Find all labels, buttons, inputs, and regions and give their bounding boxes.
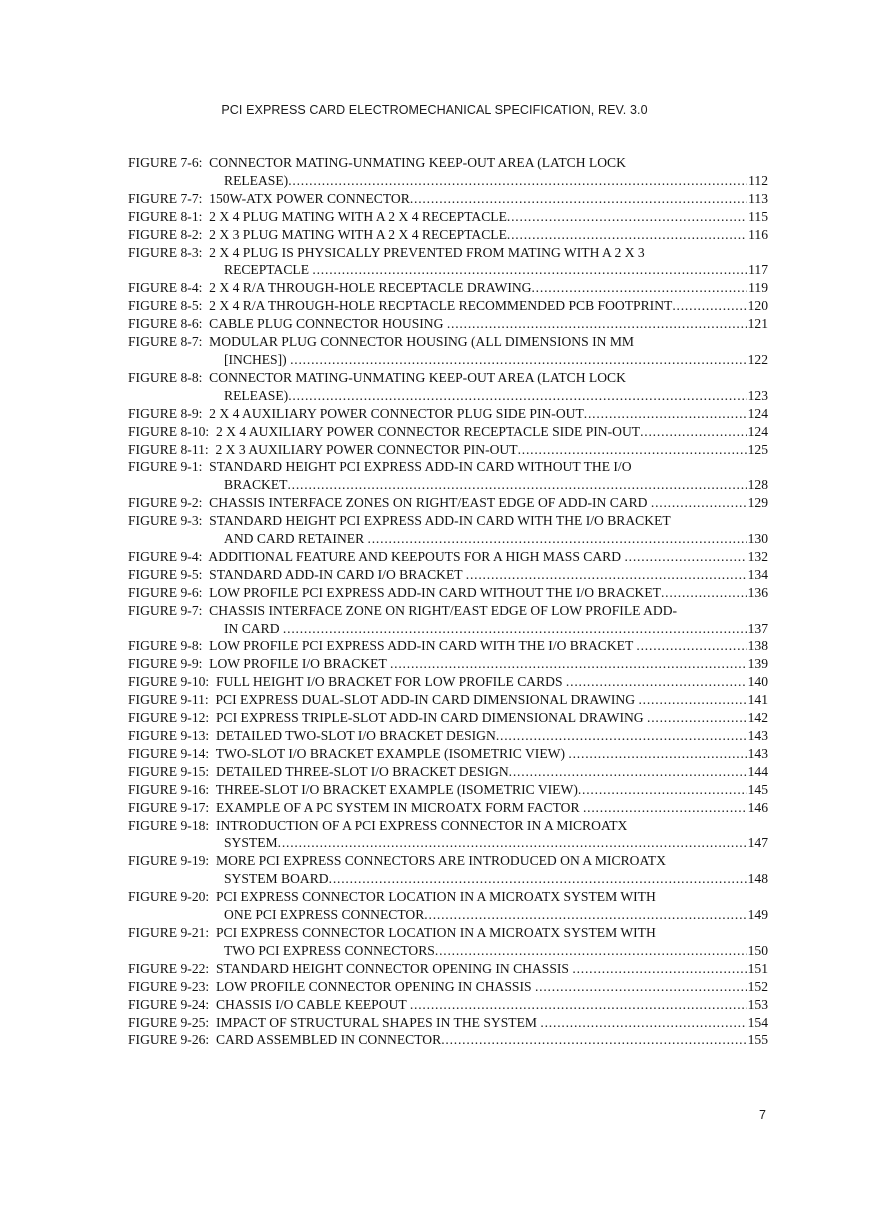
toc-entry-page: 155 [747,1032,768,1048]
toc-entry[interactable] [128,297,768,315]
toc-entry-page: 153 [747,996,768,1012]
toc-entry[interactable] [128,423,768,441]
list-of-figures [128,154,768,1049]
toc-entry-title: FIGURE 9-1: STANDARD HEIGHT PCI EXPRESS ADD-IN CARD WITHOUT THE I/O [128,459,632,475]
toc-entry[interactable] [128,960,768,978]
dot-leader [661,584,747,602]
page-header: PCI EXPRESS CARD ELECTROMECHANICAL SPECIFICATION, REV. 3.0 [221,103,648,117]
toc-entry-page: 117 [748,262,768,278]
dot-leader [278,834,747,852]
toc-entry-title: FIGURE 9-24: CHASSIS I/O CABLE KEEPOUT [128,996,410,1012]
toc-entry-title: FIGURE 9-15: DETAILED THREE-SLOT I/O BRACKET DESIGN [128,763,509,779]
toc-entry-title: RELEASE) [224,387,289,403]
toc-entry-title: FIGURE 9-14: TWO-SLOT I/O BRACKET EXAMPLE (ISOMETRIC VIEW) [128,745,569,761]
toc-entry-title: FIGURE 9-25: IMPACT OF STRUCTURAL SHAPES IN THE SYSTEM [128,1014,541,1030]
toc-entry[interactable] [128,602,768,638]
toc-entry-page: 151 [747,960,768,976]
dot-leader [638,691,746,709]
toc-entry[interactable] [128,673,768,691]
toc-entry-page: 148 [747,871,768,887]
toc-entry-page: 140 [747,674,768,690]
toc-entry[interactable] [128,763,768,781]
toc-entry-title: RECEPTACLE [224,262,313,278]
toc-entry[interactable] [128,154,768,190]
page-number: 7 [759,1108,766,1122]
toc-entry-title: FIGURE 9-11: PCI EXPRESS DUAL-SLOT ADD-IN CARD DIMENSIONAL DRAWING [128,692,639,708]
toc-entry-page: 123 [747,387,768,403]
dot-leader [566,673,747,691]
toc-entry-title: FIGURE 8-9: 2 X 4 AUXILIARY POWER CONNECTOR PLUG SIDE PIN-OUT [128,405,584,421]
toc-entry-title: FIGURE 8-11: 2 X 3 AUXILIARY POWER CONNECTOR PIN-OUT [128,441,518,457]
toc-entry-title: FIGURE 9-22: STANDARD HEIGHT CONNECTOR OPENING IN CHASSIS [128,960,573,976]
toc-entry-page: 130 [747,531,768,547]
toc-entry[interactable] [128,1031,768,1049]
toc-entry[interactable] [128,441,768,459]
toc-entry[interactable] [128,494,768,512]
dot-leader [290,351,747,369]
toc-entry-page: 143 [747,745,768,761]
toc-entry[interactable] [128,1014,768,1032]
toc-entry-title: FIGURE 8-5: 2 X 4 R/A THROUGH-HOLE RECPTACLE RECOMMENDED PCB FOOTPRINT [128,298,673,314]
toc-entry-title: FIGURE 9-26: CARD ASSEMBLED IN CONNECTOR [128,1032,442,1048]
toc-entry[interactable] [128,655,768,673]
toc-entry-title: FIGURE 9-13: DETAILED TWO-SLOT I/O BRACKET DESIGN [128,728,496,743]
dot-leader [424,906,746,924]
toc-entry-page: 112 [748,172,768,188]
dot-leader [466,566,747,584]
toc-entry-page: 149 [747,907,768,923]
toc-entry[interactable] [128,637,768,655]
dot-leader [368,530,747,548]
toc-entry-title: AND CARD RETAINER [224,531,368,547]
toc-entry-page: 134 [747,566,768,582]
toc-entry-page: 138 [747,638,768,654]
dot-leader [647,709,747,727]
toc-entry-title: FIGURE 9-9: LOW PROFILE I/O BRACKET [128,656,390,672]
toc-entry[interactable] [128,405,768,423]
dot-leader [288,172,747,190]
toc-entry-title: ONE PCI EXPRESS CONNECTOR [224,907,425,923]
dot-leader [288,387,746,405]
dot-leader [441,1031,746,1049]
toc-entry-title: BRACKET [224,477,288,493]
toc-entry-title: FIGURE 9-7: CHASSIS INTERFACE ZONE ON RIGHT/EAST EDGE OF LOW PROFILE ADD- [128,602,678,618]
dot-leader [283,620,747,638]
toc-entry-page: 113 [748,190,768,206]
toc-entry-title: FIGURE 8-8: CONNECTOR MATING-UNMATING KEEP-OUT AREA (LATCH LOCK [128,369,626,385]
toc-entry-page: 122 [747,351,768,367]
toc-entry-title: FIGURE 9-6: LOW PROFILE PCI EXPRESS ADD-IN CARD WITHOUT THE I/O BRACKET [128,584,661,600]
dot-leader [624,548,746,566]
toc-entry-title: FIGURE 8-7: MODULAR PLUG CONNECTOR HOUSING (ALL DIMENSIONS IN MM [128,334,634,350]
toc-entry-title: FIGURE 7-6: CONNECTOR MATING-UNMATING KEEP-OUT AREA (LATCH LOCK [128,155,626,170]
dot-leader [636,637,746,655]
toc-entry-title: FIGURE 8-6: CABLE PLUG CONNECTOR HOUSING [128,316,447,332]
toc-entry-title: SYSTEM BOARD [224,871,329,887]
toc-entry-title: RELEASE) [224,172,289,188]
toc-entry-page: 145 [747,781,768,797]
toc-entry-title: FIGURE 9-21: PCI EXPRESS CONNECTOR LOCATION IN A MICROATX SYSTEM WITH [128,924,656,940]
toc-entry-title: [INCHES]) [224,351,291,367]
dot-leader [287,476,746,494]
dot-leader [507,226,747,244]
toc-entry[interactable] [128,548,768,566]
dot-leader [312,261,747,279]
toc-entry[interactable] [128,924,768,960]
toc-entry[interactable] [128,208,768,226]
toc-entry-title: FIGURE 9-12: PCI EXPRESS TRIPLE-SLOT ADD-IN CARD DIMENSIONAL DRAWING [128,710,648,726]
dot-leader [531,279,747,297]
dot-leader [410,996,747,1014]
toc-entry-title: FIGURE 9-18: INTRODUCTION OF A PCI EXPRESS CONNECTOR IN A MICROATX [128,817,628,833]
toc-entry-title: FIGURE 9-5: STANDARD ADD-IN CARD I/O BRACKET [128,566,466,582]
toc-entry[interactable] [128,852,768,888]
toc-entry[interactable] [128,727,768,745]
toc-entry[interactable] [128,315,768,333]
toc-entry-title: FIGURE 9-20: PCI EXPRESS CONNECTOR LOCATION IN A MICROATX SYSTEM WITH [128,889,656,905]
toc-entry-title: FIGURE 9-10: FULL HEIGHT I/O BRACKET FOR LOW PROFILE CARDS [128,674,566,690]
dot-leader [578,781,747,799]
toc-entry[interactable] [128,996,768,1014]
dot-leader [640,423,747,441]
dot-leader [410,190,747,208]
toc-entry-page: 132 [747,548,768,564]
dot-leader [584,405,747,423]
dot-leader [568,745,746,763]
toc-entry-page: 115 [748,208,768,224]
dot-leader [329,870,747,888]
toc-entry[interactable] [128,244,768,280]
toc-entry-title: FIGURE 8-10: 2 X 4 AUXILIARY POWER CONNECTOR RECEPTACLE SIDE PIN-OUT [128,423,641,439]
toc-entry-title: FIGURE 7-7: 150W-ATX POWER CONNECTOR [128,190,410,206]
toc-entry-page: 116 [748,226,768,242]
toc-entry[interactable] [128,226,768,244]
toc-entry-page: 142 [747,710,768,726]
dot-leader [651,494,747,512]
toc-entry-title: FIGURE 9-19: MORE PCI EXPRESS CONNECTORS ARE INTRODUCED ON A MICROATX [128,853,666,869]
dot-leader [583,799,747,817]
dot-leader [447,315,747,333]
dot-leader [390,655,747,673]
toc-entry-page: 146 [747,799,768,815]
toc-entry[interactable] [128,458,768,494]
toc-entry-page: 139 [747,656,768,672]
toc-entry[interactable] [128,190,768,208]
toc-entry[interactable] [128,333,768,369]
dot-leader [509,763,747,781]
dot-leader [496,727,747,745]
toc-entry-page: 141 [747,692,768,708]
toc-entry-title: FIGURE 9-4: ADDITIONAL FEATURE AND KEEPOUTS FOR A HIGH MASS CARD [128,548,625,564]
toc-entry[interactable] [128,978,768,996]
toc-entry-page: 128 [747,477,768,493]
dot-leader [435,942,747,960]
toc-entry-page: 147 [747,835,768,851]
toc-entry-title: FIGURE 9-16: THREE-SLOT I/O BRACKET EXAMPLE (ISOMETRIC VIEW) [128,781,578,797]
toc-entry[interactable] [128,279,768,297]
toc-entry-page: 119 [748,280,768,296]
toc-entry[interactable] [128,817,768,853]
toc-entry[interactable] [128,512,768,548]
dot-leader [540,1014,746,1032]
toc-entry[interactable] [128,745,768,763]
dot-leader [672,297,746,315]
toc-entry-page: 124 [747,423,768,439]
toc-entry-title: TWO PCI EXPRESS CONNECTORS [224,942,435,958]
toc-entry-title: FIGURE 8-4: 2 X 4 R/A THROUGH-HOLE RECEPTACLE DRAWING [128,280,532,296]
toc-entry-title: FIGURE 9-23: LOW PROFILE CONNECTOR OPENING IN CHASSIS [128,978,535,994]
dot-leader [518,441,747,459]
toc-entry[interactable] [128,369,768,405]
toc-entry-page: 129 [747,495,768,511]
toc-entry-page: 120 [747,298,768,314]
toc-entry-title: IN CARD [224,620,283,636]
toc-entry[interactable] [128,709,768,727]
toc-entry-page: 121 [747,316,768,332]
dot-leader [507,208,747,226]
dot-leader [572,960,746,978]
toc-entry-title: FIGURE 8-3: 2 X 4 PLUG IS PHYSICALLY PREVENTED FROM MATING WITH A 2 X 3 [128,244,645,260]
toc-entry-page: 124 [747,405,768,421]
toc-entry-title: SYSTEM [224,835,278,851]
toc-entry[interactable] [128,799,768,817]
toc-entry-title: FIGURE 9-2: CHASSIS INTERFACE ZONES ON RIGHT/EAST EDGE OF ADD-IN CARD [128,495,651,511]
toc-entry[interactable] [128,888,768,924]
toc-entry[interactable] [128,566,768,584]
toc-entry-page: 150 [747,942,768,958]
toc-entry-title: FIGURE 8-1: 2 X 4 PLUG MATING WITH A 2 X 4 RECEPTACLE [128,208,507,224]
toc-entry-page: 144 [747,763,768,779]
toc-entry[interactable] [128,584,768,602]
toc-entry-title: FIGURE 8-2: 2 X 3 PLUG MATING WITH A 2 X 4 RECEPTACLE [128,226,507,242]
toc-entry-page: 125 [747,441,768,457]
toc-entry-title: FIGURE 9-17: EXAMPLE OF A PC SYSTEM IN MICROATX FORM FACTOR [128,799,583,815]
toc-entry-page: 154 [747,1014,768,1030]
toc-entry-page: 137 [747,620,768,636]
toc-entry-page: 152 [747,978,768,994]
toc-entry-title: FIGURE 9-8: LOW PROFILE PCI EXPRESS ADD-IN CARD WITH THE I/O BRACKET [128,638,637,654]
toc-entry-title: FIGURE 9-3: STANDARD HEIGHT PCI EXPRESS ADD-IN CARD WITH THE I/O BRACKET [128,513,671,529]
toc-entry-page: 136 [747,584,768,600]
toc-entry-page: 143 [747,728,768,743]
toc-entry[interactable] [128,781,768,799]
toc-entry[interactable] [128,691,768,709]
dot-leader [535,978,747,996]
